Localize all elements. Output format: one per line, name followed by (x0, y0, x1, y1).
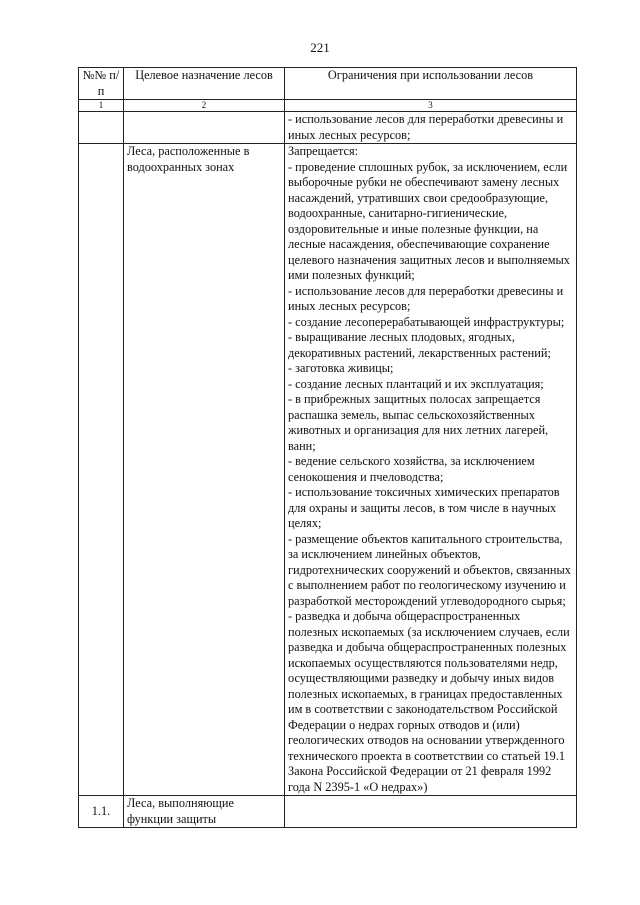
header-purpose: Целевое назначение лесов (124, 68, 285, 100)
restriction-item: - разведка и добыча общераспространенных полезных ископаемых (за исключением случаев, если разведка и добыча общераспространенных полезных ископаемых осуществляются пользователями недр, осуществляющими разведку и добычу иных видов полезных ископаемых, в границах предоставленных им в соответствии с законодательством Российской Федерации о недрах горных отводов и (или) геологических отводов на основании утвержденного технического проекта в соответствии со статьей 19.1 Закона Российской Федерации от 21 февраля 1992 года N 2395-1 «О недрах») (288, 609, 570, 794)
header-number: №№ п/п (79, 68, 124, 100)
restriction-item: - выращивание лесных плодовых, ягодных, декоративных растений, лекарственных растений; (288, 330, 551, 360)
restriction-item: - ведение сельского хозяйства, за исключением сенокошения и пчеловодства; (288, 454, 535, 484)
page-number: 221 (310, 40, 330, 55)
restriction-heading: Запрещается: (288, 144, 359, 158)
restriction-item: - в прибрежных защитных полосах запрещается распашка земель, выпас сельскохозяйственных животных и организация для них летних лагерей, ванн; (288, 392, 549, 453)
row-number: 1.1. (79, 796, 124, 828)
column-number-row (79, 100, 577, 112)
restriction-item: - использование токсичных химических препаратов для охраны и защиты лесов, в том числе в научных целях; (288, 485, 560, 530)
column-number: 1 (79, 100, 124, 112)
restriction-item: - использование лесов для переработки древесины и иных лесных ресурсов; (288, 283, 564, 313)
row-restrictions (285, 144, 577, 796)
restriction-item: - заготовка живицы; (288, 361, 394, 375)
restriction-item: - создание лесных плантаций и их эксплуатация; (288, 376, 544, 391)
restriction-item: - размещение объектов капитального строительства, за исключением линейных объектов, гидротехнических сооружений и объектов, связанных с выполнением работ по геологическому изучению и разработкой месторождений углеводородного сырья; (288, 531, 571, 608)
table-header-row (79, 68, 577, 100)
row-purpose: Леса, расположенные в водоохранных зонах (124, 144, 285, 796)
table-row (79, 796, 577, 828)
row-number (79, 112, 124, 144)
row-restrictions (285, 112, 577, 144)
table-row (79, 112, 577, 144)
row-restrictions (285, 796, 577, 828)
restrictions-table (78, 67, 577, 828)
row-purpose (124, 112, 285, 144)
table-row (79, 144, 577, 796)
row-purpose: Леса, выполняющие функции защиты (124, 796, 285, 828)
restriction-item: - проведение сплошных рубок, за исключением, если выборочные рубки не обеспечивают замену лесных насаждений, утративших свои средообразующие, водоохранные, санитарно-гигиенические, оздоровительные и иные полезные функции, на лесные насаждения, обеспечивающие сохранение целевого назначения защитных лесов и выполняемых ими полезных функций; (288, 159, 570, 282)
header-restrictions: Ограничения при использовании лесов (285, 68, 577, 100)
row-number (79, 144, 124, 796)
column-number: 3 (285, 100, 577, 112)
restriction-item: - создание лесоперерабатывающей инфраструктуры; (288, 314, 565, 329)
restriction-item: - использование лесов для переработки древесины и иных лесных ресурсов; (288, 112, 564, 142)
column-number: 2 (124, 100, 285, 112)
